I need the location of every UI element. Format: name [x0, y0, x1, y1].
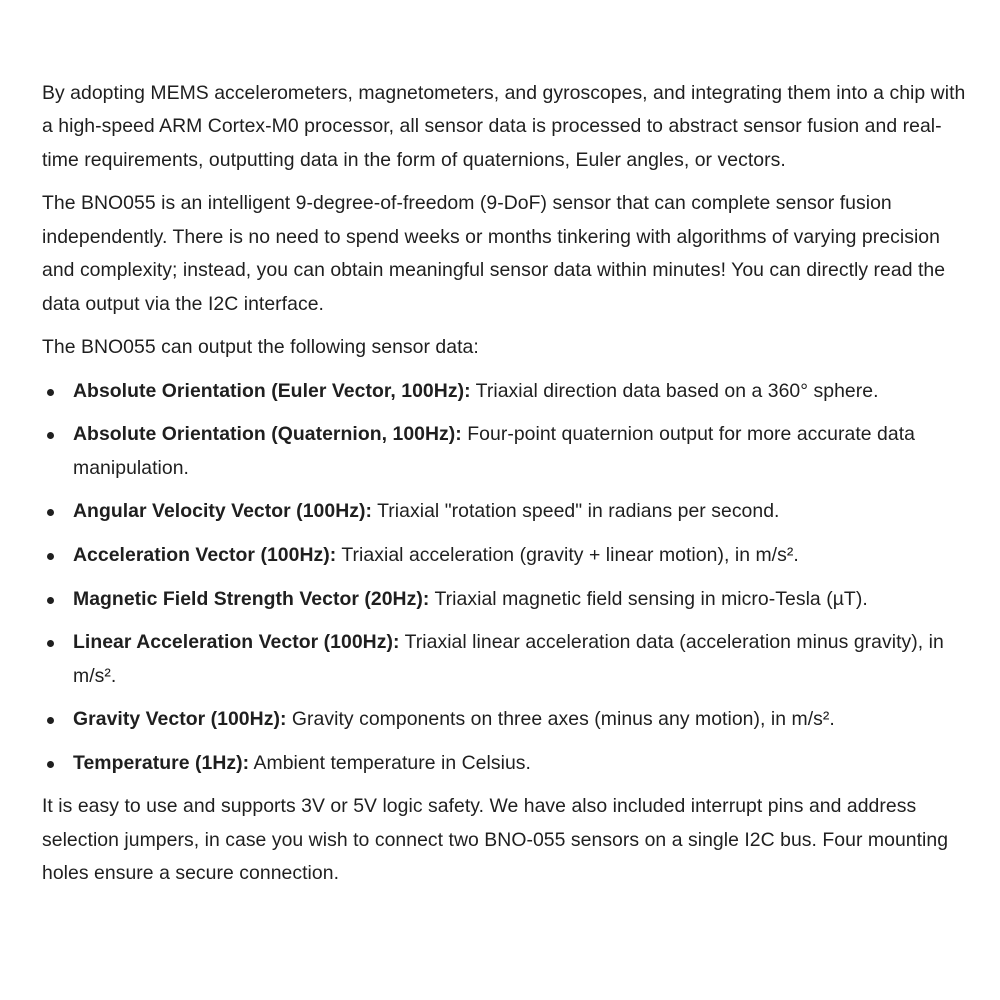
closing-paragraph: It is easy to use and supports 3V or 5V logic safety. We have also included interrupt pins and address selection jumpers, in case you wish to connect two BNO-055 sensors on a single I2C bus. Four mounting holes ensure a secure connection.: [42, 795, 949, 885]
article-body: [42, 77, 972, 901]
bullet-icon: [47, 640, 54, 647]
feature-title: Gravity Vector (100Hz):: [73, 708, 287, 731]
feature-title: Linear Acceleration Vector (100Hz):: [73, 631, 400, 654]
bullet-icon: [47, 432, 54, 439]
sensor-data-list: [42, 375, 972, 780]
feature-title: Temperature (1Hz):: [73, 751, 250, 774]
feature-title: Acceleration Vector (100Hz):: [73, 544, 337, 566]
bullet-icon: [47, 761, 54, 768]
feature-text: Triaxial linear acceleration data (acceleration minus gravity), in m/s².: [73, 631, 944, 687]
description-paragraph: The BNO055 is an intelligent 9-degree-of-freedom (9-DoF) sensor that can complete sensor fusion independently. There is no need to spend weeks or months tinkering with algorithms of varying precision and complexity; instead, you can obtain meaningful sensor data within minutes! You can directly read the data output via the I2C interface.: [42, 192, 946, 315]
feature-title: Absolute Orientation (Euler Vector, 100Hz):: [73, 379, 471, 402]
list-item: [42, 583, 972, 616]
feature-text: Triaxial direction data based on a 360° sphere.: [470, 379, 879, 402]
list-item: [42, 375, 972, 408]
bullet-icon: [47, 389, 54, 396]
feature-title: Angular Velocity Vector (100Hz):: [73, 500, 373, 523]
bullet-icon: [47, 553, 54, 560]
list-item: [42, 747, 972, 780]
feature-text: Four-point quaternion output for more accurate data manipulation.: [73, 423, 915, 479]
feature-text: Ambient temperature in Celsius.: [249, 751, 531, 774]
list-intro-paragraph: The BNO055 can output the following sensor data:: [42, 336, 479, 359]
feature-text: Triaxial magnetic field sensing in micro-Tesla (µT).: [429, 587, 868, 610]
feature-text: Gravity components on three axes (minus any motion), in m/s².: [286, 708, 835, 731]
bullet-icon: [47, 509, 54, 516]
bullet-icon: [47, 597, 54, 604]
feature-text: Triaxial acceleration (gravity + linear motion), in m/s².: [336, 544, 799, 566]
feature-text: Triaxial "rotation speed" in radians per second.: [372, 500, 780, 523]
list-item: [42, 495, 972, 528]
feature-title: Absolute Orientation (Quaternion, 100Hz):: [73, 423, 462, 446]
list-item: [42, 626, 972, 693]
list-item: [42, 703, 972, 736]
feature-title: Magnetic Field Strength Vector (20Hz):: [73, 587, 430, 610]
list-item: [42, 418, 972, 485]
list-item: [42, 539, 972, 572]
intro-paragraph: By adopting MEMS accelerometers, magnetometers, and gyroscopes, and integrating them into a chip with a high-speed ARM Cortex-M0 processor, all sensor data is processed to abstract sensor fusion and real-time requirements, outputting data in the form of quaternions, Euler angles, or vectors.: [42, 82, 966, 171]
bullet-icon: [47, 717, 54, 724]
